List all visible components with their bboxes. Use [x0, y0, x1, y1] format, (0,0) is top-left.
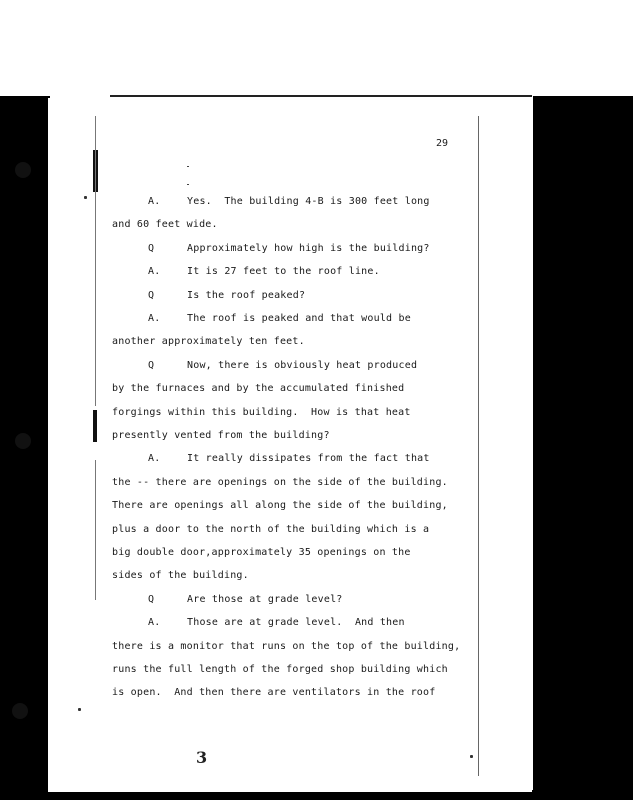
speaker-label: Q: [148, 243, 155, 254]
top-edge-line: [110, 95, 532, 97]
transcript-line: by the furnaces and by the accumulated finished: [112, 383, 405, 394]
transcript-line: There are openings all along the side of the building,: [112, 500, 448, 511]
speaker-label: A.: [148, 453, 161, 464]
punch-hole-top: [15, 162, 31, 178]
transcript-line: forgings within this building. How is that heat: [112, 407, 411, 418]
transcript-line: Those are at grade level. And then: [187, 617, 405, 628]
speaker-label: A.: [148, 617, 161, 628]
punch-hole-middle: [15, 433, 31, 449]
speaker-label: A.: [148, 266, 161, 277]
transcript-line: big double door,approximately 35 openings on the: [112, 547, 411, 558]
stray-mark: [187, 166, 189, 167]
transcript-line: is open. And then there are ventilators in the roof: [112, 687, 436, 698]
margin-rule-left: [95, 116, 96, 406]
punch-hole-bottom: [12, 703, 28, 719]
transcript-line: Now, there is obviously heat produced: [187, 360, 418, 371]
transcript-line: sides of the building.: [112, 570, 249, 581]
transcript-line: Are those at grade level?: [187, 594, 343, 605]
transcript-line: Yes. The building 4-B is 300 feet long: [187, 196, 430, 207]
footer-mark: 3: [196, 748, 208, 767]
speaker-label: Q: [148, 594, 155, 605]
stray-mark: [187, 184, 189, 185]
margin-rule-right: [478, 116, 479, 776]
margin-bar-middle: [93, 410, 97, 442]
stray-mark: [78, 708, 81, 711]
speaker-label: Q: [148, 290, 155, 301]
transcript-line: another approximately ten feet.: [112, 336, 305, 347]
transcript-line: plus a door to the north of the building which is a: [112, 524, 430, 535]
transcript-line: and 60 feet wide.: [112, 219, 218, 230]
stray-mark: [84, 196, 87, 199]
speaker-label: A.: [148, 196, 161, 207]
stray-mark: [470, 755, 473, 758]
speaker-label: A.: [148, 313, 161, 324]
scan-border-right: [533, 96, 633, 800]
transcript-line: presently vented from the building?: [112, 430, 330, 441]
transcript-line: the -- there are openings on the side of the building.: [112, 477, 448, 488]
transcript-line: Approximately how high is the building?: [187, 243, 430, 254]
transcript-line: The roof is peaked and that would be: [187, 313, 411, 324]
transcript-line: Is the roof peaked?: [187, 290, 306, 301]
page-number: 29: [436, 138, 449, 149]
transcript-line: It is 27 feet to the roof line.: [187, 266, 380, 277]
margin-rule-left-lower: [95, 460, 96, 600]
speaker-label: Q: [148, 360, 155, 371]
transcript-line: there is a monitor that runs on the top of the building,: [112, 641, 461, 652]
transcript-line: It really dissipates from the fact that: [187, 453, 430, 464]
transcript-line: runs the full length of the forged shop building which: [112, 664, 448, 675]
